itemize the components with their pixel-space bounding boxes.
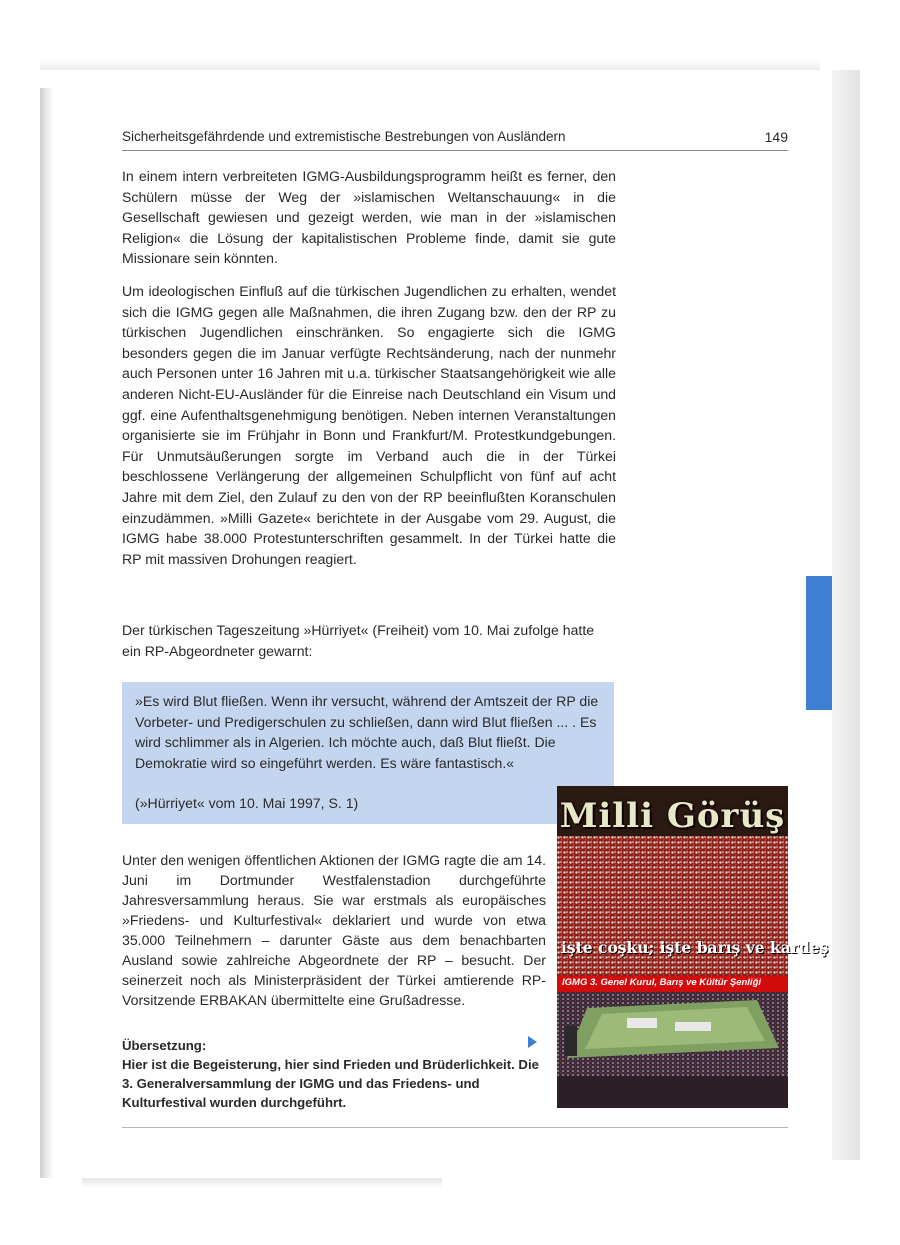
poster-slogan: işte coşku; işte barış ve kardeş: [561, 938, 829, 957]
paragraph-huerriyet-intro: Der türkischen Tageszeitung »Hürriyet« (Freiheit) vom 10. Mai zufolge hatte ein RP-Abgeordneter gewarnt:: [122, 622, 595, 659]
poster-title: Milli Görüş: [559, 796, 786, 836]
translation-caption: [122, 1036, 546, 1112]
scan-edge-left: [40, 88, 54, 1178]
translation-label: Übersetzung:: [122, 1038, 207, 1053]
scan-edge-right: [832, 70, 860, 1160]
margin-marker-tab: [806, 576, 832, 710]
footer-rule: [122, 1127, 788, 1128]
quote-box: [122, 682, 614, 824]
scan-edge-top: [40, 58, 820, 70]
paragraph-ausbildungsprogramm: In einem intern verbreiteten IGMG-Ausbildungsprogramm heißt es ferner, den Schülern müsse der Weg der »islamischen Weltanschauung« in die Gesellschaft gewiesen und gezeigt werden, wie man in der »islamischen Religion« die Lösung der kapitalistischen Probleme finde, damit sie gute Missionare sein könnten.: [122, 168, 616, 267]
milli-goerues-poster: [557, 786, 829, 1108]
scan-edge-bottom: [82, 1178, 442, 1188]
running-header: [122, 128, 788, 151]
quote-source: (»Hürriyet« vom 10. Mai 1997, S. 1): [135, 795, 359, 811]
poster-subline: IGMG 3. Genel Kurul, Barış ve Kültür Şenliği: [562, 977, 762, 988]
quote-text: »Es wird Blut fließen. Wenn ihr versucht, während der Amtszeit der RP die Vorbeter- und Predigerschulen zu schließen, dann wird Blut fließen ... . Es wird schlimmer als in Algerien. Ich möchte auch, daß Blut fließt. Die Demokratie wird so eingeführt werden. Es wäre fantastisch.«: [135, 693, 599, 771]
paragraph-jahresversammlung: Unter den wenigen öffentlichen Aktionen der IGMG ragte die am 14. Juni im Dortmunder Westfalenstadion durchgeführte Jahresversammlung heraus. Sie war erstmals als europäisches »Friedens- und Kulturfestival« deklariert und wurde von etwa 35.000 Teilnehmern – darunter Gäste aus dem benachbarten Ausland sowie zahlreiche Abgeordnete der RP – besucht. Der seinerzeit noch als Ministerpräsident der Türkei amtierende RP-Vorsitzende ERBAKAN übermittelte eine Grußadresse.: [122, 852, 546, 1008]
page-number: 149: [764, 129, 788, 145]
arrow-right-icon: [528, 1036, 537, 1048]
paragraph-jugendliche: Um ideologischen Einfluß auf die türkischen Jugendlichen zu erhalten, wendet sich die IGMG gegen alle Maßnahmen, die ihren Zugang bzw. den der RP zu türkischen Jugendlichen einschränken. So engagierte sich die IGMG besonders gegen die im Januar verfügte Rechtsänderung, nach der nunmehr auch Personen unter 16 Jahren mit u.a. türkischer Staatsangehörigkeit wie alle anderen Nicht-EU-Ausländer für die Einreise nach Deutschland ein Visum und ggf. eine Aufenthaltsgenehmigung benötigen. Neben internen Veranstaltungen organisierte sie im Frühjahr in Bonn und Frankfurt/M. Protestkundgebungen. Für Unmutsäußerungen sorgte im Verband auch die in der Türkei beschlossene Verlängerung der allgemeinen Schulpflicht von fünf auf acht Jahre mit dem Ziel, den Zulauf zu den von der RP beeinflußten Koranschulen einzudämmen. »Milli Gazete« berichtete in der Ausgabe vom 29. August, die IGMG habe 38.000 Protestunterschriften gesammelt. In der Türkei hatte die RP mit massiven Drohungen reagiert.: [122, 283, 616, 567]
running-header-title: Sicherheitsgefährdende und extremistische Bestrebungen von Ausländern: [122, 129, 566, 144]
translation-text: Hier ist die Begeisterung, hier sind Frieden und Brüderlichkeit. Die 3. Generalversammlung der IGMG und das Friedens- und Kulturfestival wurden durchgeführt.: [122, 1057, 539, 1110]
